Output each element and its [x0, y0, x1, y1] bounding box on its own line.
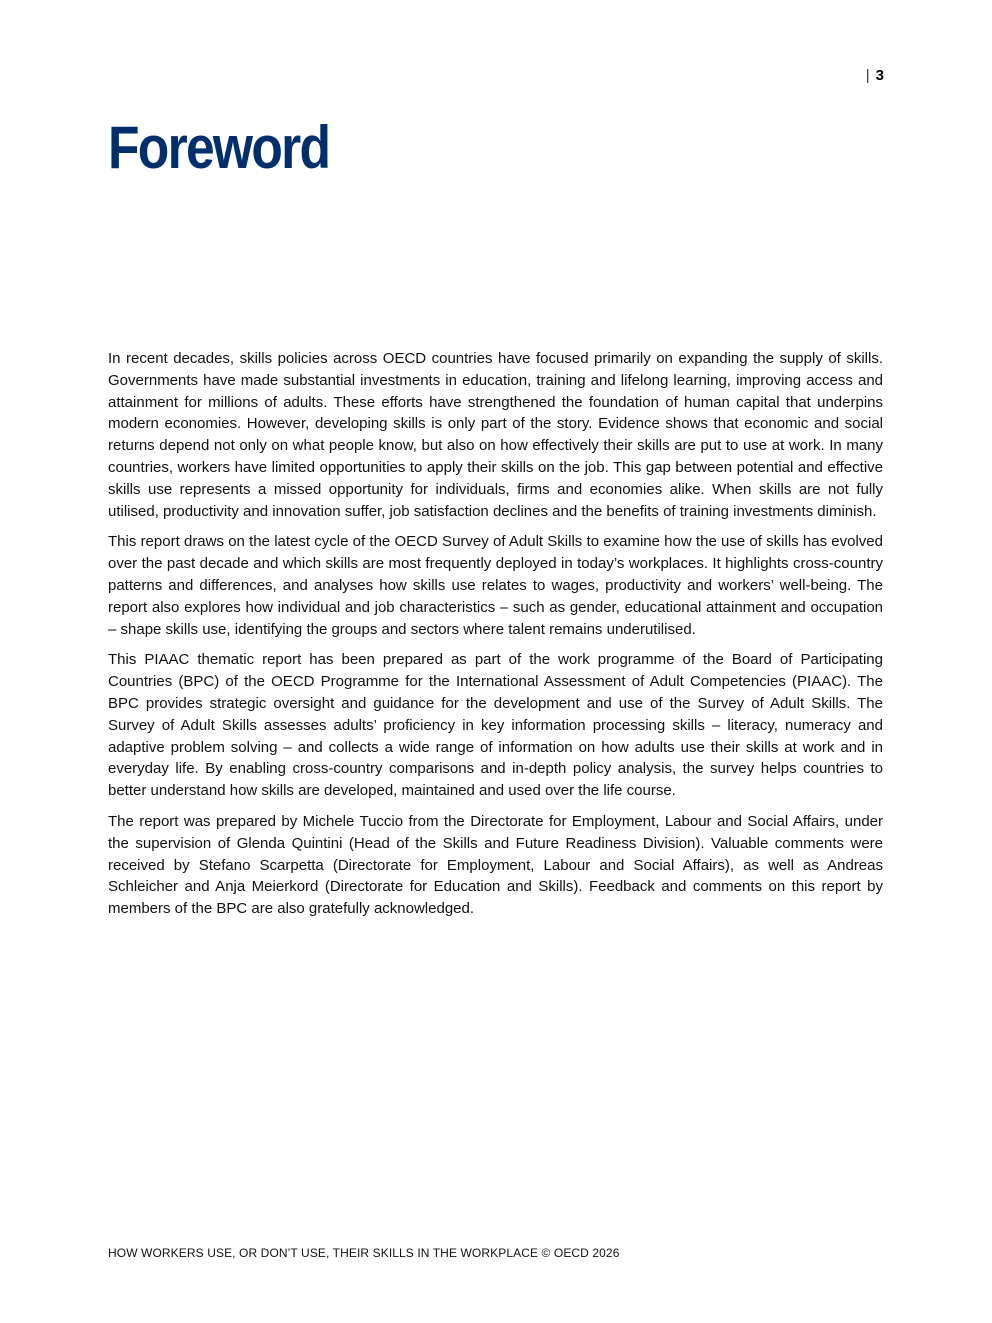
paragraph-1: In recent decades, skills policies across OECD countries have focused primarily on expanding the supply of skills. Governments have made substantial investments in education, training and lifelong learning, improving access and attainment for millions of adults. These efforts have strengthened the foundation of human capital that underpins modern economies. However, developing skills is only part of the story. Evidence shows that economic and social returns depend not only on what people know, but also on how effectively their skills are put to use at work. In many countries, workers have limited opportunities to apply their skills on the job. This gap between potential and effective skills use represents a missed opportunity for individuals, firms and economies alike. When skills are not fully utilised, productivity and innovation suffer, job satisfaction declines and the benefits of training investments diminish. [108, 350, 883, 520]
page-title: Foreword [108, 114, 330, 181]
foreword-body [108, 348, 883, 929]
page-number-value: 3 [875, 67, 884, 84]
paragraph-4: The report was prepared by Michele Tuccio from the Directorate for Employment, Labour and Social Affairs, under the supervision of Glenda Quintini (Head of the Skills and Future Readiness Division). Valuable comments were received by Stefano Scarpetta (Directorate for Employment, Labour and Social Affairs), as well as Andreas Schleicher and Anja Meierkord (Directorate for Education and Skills). Feedback and comments on this report by members of the BPC are also gratefully acknowledged. [108, 812, 883, 918]
page-number [866, 66, 884, 86]
paragraph-3: This PIAAC thematic report has been prepared as part of the work programme of the Board of Participating Countries (BPC) of the OECD Programme for the International Assessment of Adult Competencies (PIAAC). The BPC provides strategic oversight and guidance for the development and use of the Survey of Adult Skills. The Survey of Adult Skills assesses adults’ proficiency in key information processing skills – literacy, numeracy and adaptive problem solving – and collects a wide range of information on how adults use their skills at work and in everyday life. By enabling cross-country comparisons and in-depth policy analysis, the survey helps countries to better understand how skills are developed, maintained and used over the life course. [108, 651, 883, 800]
paragraph-2: This report draws on the latest cycle of the OECD Survey of Adult Skills to examine how the use of skills has evolved over the past decade and which skills are most frequently deployed in today’s workplaces. It highlights cross-country patterns and differences, and analyses how skills use relates to wages, productivity and workers’ well-being. The report also explores how individual and job characteristics – such as gender, educational attainment and occupation – shape skills use, identifying the groups and sectors where talent remains underutilised. [108, 533, 883, 638]
page-number-separator: | [865, 67, 870, 84]
page-footer: HOW WORKERS USE, OR DON’T USE, THEIR SKILLS IN THE WORKPLACE © OECD 2026 [108, 1246, 620, 1260]
